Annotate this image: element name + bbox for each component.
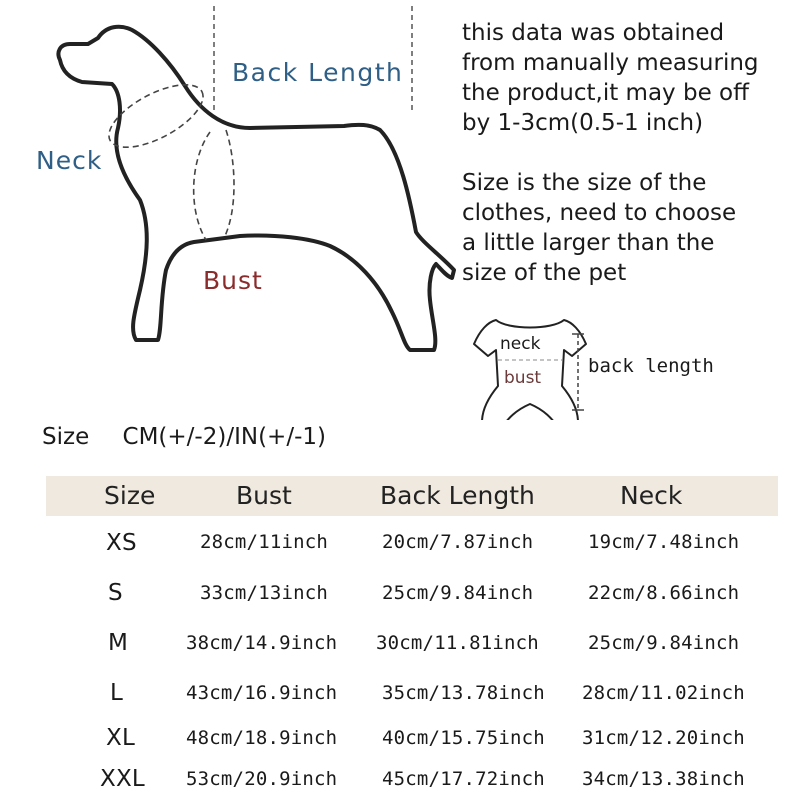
cell-neck: 34cm/13.38inch bbox=[582, 768, 745, 790]
size-unit-value: CM(+/-2)/IN(+/-1) bbox=[122, 424, 326, 450]
note-line: by 1-3cm(0.5-1 inch) bbox=[462, 110, 704, 136]
note-line: size of the pet bbox=[462, 260, 627, 286]
garment-bust-label: bust bbox=[504, 368, 542, 388]
cell-size: L bbox=[110, 680, 124, 706]
cell-neck: 25cm/9.84inch bbox=[588, 632, 740, 654]
bust-label: Bust bbox=[203, 266, 263, 295]
cell-size: XS bbox=[106, 530, 137, 556]
cell-bust: 53cm/20.9inch bbox=[186, 768, 338, 790]
note-line: clothes, need to choose bbox=[462, 200, 737, 226]
cell-bust: 38cm/14.9inch bbox=[186, 632, 338, 654]
cell-back-length: 35cm/13.78inch bbox=[382, 682, 545, 704]
note-line: from manually measuring bbox=[462, 50, 759, 76]
note-line: the product,it may be off bbox=[462, 80, 749, 106]
cell-neck: 28cm/11.02inch bbox=[582, 682, 745, 704]
back-length-label: Back Length bbox=[232, 58, 404, 87]
cell-size: S bbox=[108, 580, 123, 606]
cell-back-length: 40cm/15.75inch bbox=[382, 727, 545, 749]
bust-measure-loop bbox=[194, 130, 234, 240]
cell-neck: 19cm/7.48inch bbox=[588, 531, 740, 553]
cell-back-length: 20cm/7.87inch bbox=[382, 531, 534, 553]
header-size: Size bbox=[104, 481, 156, 510]
cell-back-length: 30cm/11.81inch bbox=[376, 632, 539, 654]
size-unit-line bbox=[42, 424, 352, 450]
note-line: this data was obtained bbox=[462, 20, 725, 46]
cell-neck: 31cm/12.20inch bbox=[582, 727, 745, 749]
cell-neck: 22cm/8.66inch bbox=[588, 582, 740, 604]
size-unit-label: Size bbox=[42, 424, 90, 450]
header-bust: Bust bbox=[236, 481, 292, 510]
header-neck: Neck bbox=[620, 481, 683, 510]
header-back-length: Back Length bbox=[380, 481, 535, 510]
cell-back-length: 25cm/9.84inch bbox=[382, 582, 534, 604]
size-advice-note bbox=[462, 168, 736, 288]
garment-neck-label: neck bbox=[500, 334, 541, 354]
cell-size: XL bbox=[106, 725, 135, 751]
note-line: a little larger than the bbox=[462, 230, 715, 256]
garment-back-length-label: back length bbox=[588, 355, 714, 377]
cell-size: XXL bbox=[100, 766, 145, 792]
cell-bust: 28cm/11inch bbox=[200, 531, 329, 553]
cell-bust: 48cm/18.9inch bbox=[186, 727, 338, 749]
neck-label: Neck bbox=[36, 146, 103, 175]
measurement-note bbox=[462, 18, 759, 138]
cell-back-length: 45cm/17.72inch bbox=[382, 768, 545, 790]
cell-size: M bbox=[108, 630, 129, 656]
cell-bust: 33cm/13inch bbox=[200, 582, 329, 604]
note-line: Size is the size of the bbox=[462, 170, 707, 196]
cell-bust: 43cm/16.9inch bbox=[186, 682, 338, 704]
